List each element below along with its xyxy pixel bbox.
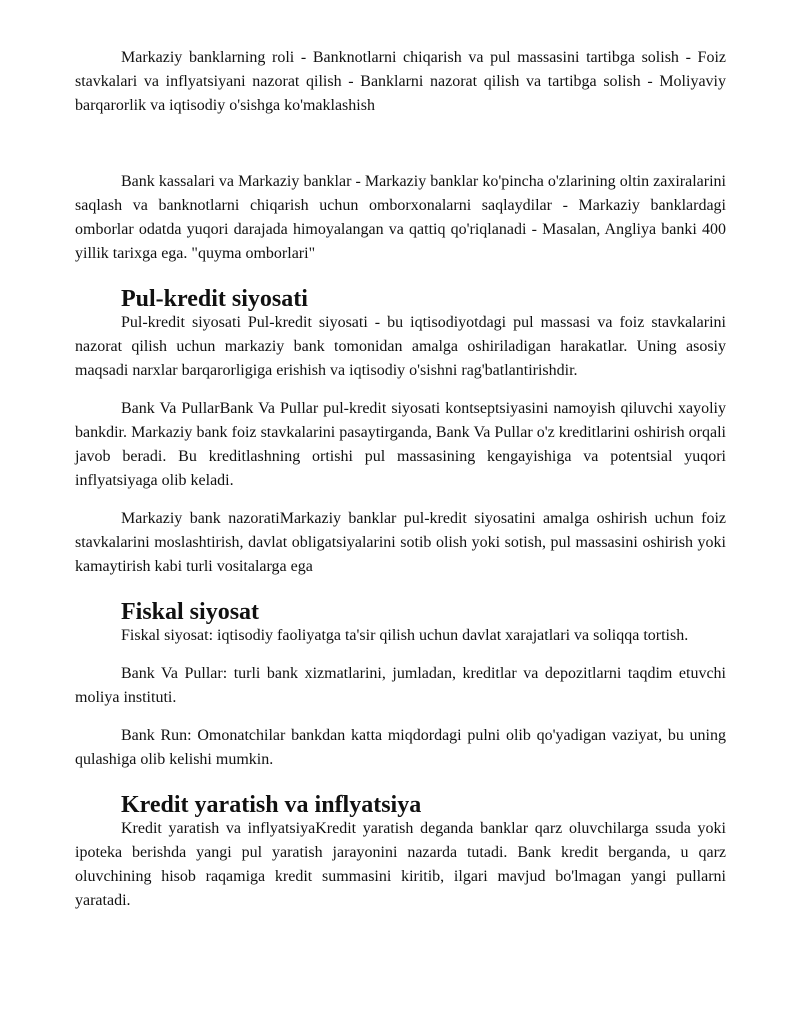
heading-fiscal-policy: Fiskal siyosat bbox=[121, 599, 260, 625]
paragraph-central-bank-control: Markaziy bank nazoratiMarkaziy banklar pul-kredit siyosatini amalga oshirish uchun foiz stavkalarini moslashtirish, davlat obligatsiyalarini sotib olish yoki sotish, pul massasini oshirish yoki kamaytirish kabi turli vositalarga ega bbox=[75, 510, 726, 575]
paragraph-bank-run: Bank Run: Omonatchilar bankdan katta miqdordagi pulni olib qo'yadigan vaziyat, bu uning qulashiga olib kelishi mumkin. bbox=[75, 727, 726, 768]
heading-monetary-policy: Pul-kredit siyosati bbox=[121, 286, 308, 312]
heading-credit-creation: Kredit yaratish va inflyatsiya bbox=[121, 792, 422, 818]
paragraph-monetary-policy: Pul-kredit siyosati Pul-kredit siyosati - bu iqtisodiyotdagi pul massasi va foiz stavkalarini nazorat qilish uchun markaziy bank tomonidan amalga oshiriladigan harakatlar. Uning asosiy maqsadi narxlar barqarorligiga erishish va iqtisodiy o'sishni rag'batlantirishdir. bbox=[75, 314, 726, 379]
document-page bbox=[75, 46, 726, 913]
paragraph-bank-vaults: Bank kassalari va Markaziy banklar - Markaziy banklar ko'pincha o'zlarining oltin zaxiralarini saqlash va banknotlarni chiqarish uchun omborxonalarni saqlaydilar - Markaziy banklardagi omborlar odatda yuqori darajada himoyalangan va qattiq qo'riqlanadi - Masalan, Angliya banki 400 yillik tarixga ega. "quyma omborlari" bbox=[75, 173, 726, 262]
paragraph-bank-definition: Bank Va Pullar: turli bank xizmatlarini, jumladan, kreditlar va depozitlarni taqdim etuvchi moliya instituti. bbox=[75, 665, 726, 706]
paragraph-credit-creation: Kredit yaratish va inflyatsiyaKredit yaratish deganda banklar qarz oluvchilarga ssuda yoki ipoteka berishda yangi pul yaratish jarayonini nazarda tutadi. Bank kredit berganda, u qarz oluvchining hisob raqamiga kredit summasini kiritib, ilgari mavjud bo'lmagan yangi pullarni yaratadi. bbox=[75, 820, 726, 909]
paragraph-central-bank-roles: Markaziy banklarning roli - Banknotlarni chiqarish va pul massasini tartibga solish - Foiz stavkalari va inflyatsiyani nazorat qilish - Banklarni nazorat qilish va tartibga solish - Moliyaviy barqarorlik va iqtisodiy o'sishga ko'maklashish bbox=[75, 49, 726, 114]
paragraph-fiscal-policy: Fiskal siyosat: iqtisodiy faoliyatga ta'sir qilish uchun davlat xarajatlari va soliqqa tortish. bbox=[121, 627, 689, 644]
paragraph-bank-va-pullar: Bank Va PullarBank Va Pullar pul-kredit siyosati kontseptsiyasini namoyish qiluvchi xayoliy bankdir. Markaziy bank foiz stavkalarini pasaytirganda, Bank Va Pullar o'z kreditlarini oshirish orqali javob beradi. Bu kreditlashning ortishi pul massasining kengayishiga va potentsial yuqori inflyatsiyaga olib keladi. bbox=[75, 400, 726, 489]
